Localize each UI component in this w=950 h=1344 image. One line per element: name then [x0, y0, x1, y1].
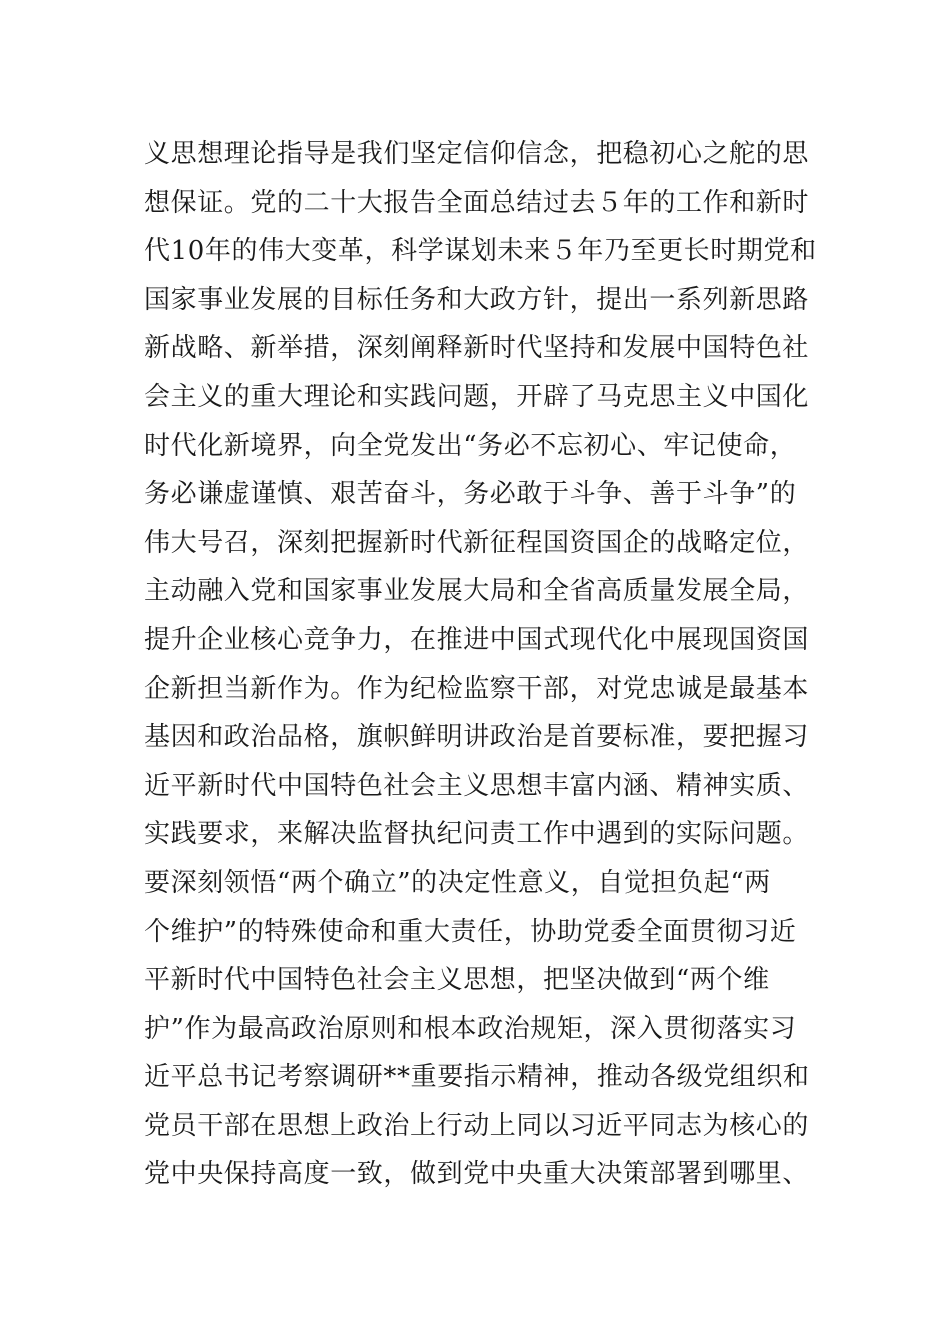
text-line: 党中央保持高度一致，做到党中央重大决策部署到哪里、: [144, 1159, 810, 1190]
text-line: 国家事业发展的目标任务和大政方针，提出一系列新思路: [144, 284, 810, 315]
text-line: 新战略、新举措，深刻阐释新时代坚持和发展中国特色社: [144, 333, 810, 364]
text-line: 时代化新境界，向全党发出“务必不忘初心、牢记使命，: [144, 430, 797, 461]
text-line: 务必谦虚谨慎、艰苦奋斗，务必敢于斗争、善于斗争”的: [144, 479, 797, 510]
text-line: 会主义的重大理论和实践问题，开辟了马克思主义中国化: [144, 381, 810, 412]
text-line: 要深刻领悟“两个确立”的决定性意义，自觉担负起“两: [144, 867, 771, 898]
text-line: 主动融入党和国家事业发展大局和全省高质量发展全局，: [144, 576, 810, 607]
text-line: 近平总书记考察调研**重要指示精神，推动各级党组织和: [144, 1062, 810, 1093]
text-line: 党员干部在思想上政治上行动上同以习近平同志为核心的: [144, 1110, 810, 1141]
text-line: 实践要求，来解决监督执纪问责工作中遇到的实际问题。: [144, 819, 810, 850]
text-line: 平新时代中国特色社会主义思想，把坚决做到“两个维: [144, 965, 770, 996]
text-line: 义思想理论指导是我们坚定信仰信念，把稳初心之舵的思: [144, 139, 810, 169]
text-line: 想保证。党的二十大报告全面总结过去５年的工作和新时: [144, 187, 810, 218]
text-line: 近平新时代中国特色社会主义思想丰富内涵、精神实质、: [144, 770, 810, 801]
text-line: 提升企业核心竞争力，在推进中国式现代化中展现国资国: [144, 624, 810, 655]
text-line: 伟大号召，深刻把握新时代新征程国资国企的战略定位，: [144, 527, 810, 558]
text-line: 代10年的伟大变革，科学谋划未来５年乃至更长时期党和: [144, 236, 817, 267]
text-line: 基因和政治品格，旗帜鲜明讲政治是首要标准，要把握习: [144, 722, 810, 753]
text-line: 个维护”的特殊使命和重大责任，协助党委全面贯彻习近: [144, 916, 797, 947]
body-text: [144, 130, 817, 1199]
text-line: 企新担当新作为。作为纪检监察干部，对党忠诚是最基本: [144, 673, 810, 704]
text-line: 护”作为最高政治原则和根本政治规矩，深入贯彻落实习: [144, 1013, 797, 1044]
